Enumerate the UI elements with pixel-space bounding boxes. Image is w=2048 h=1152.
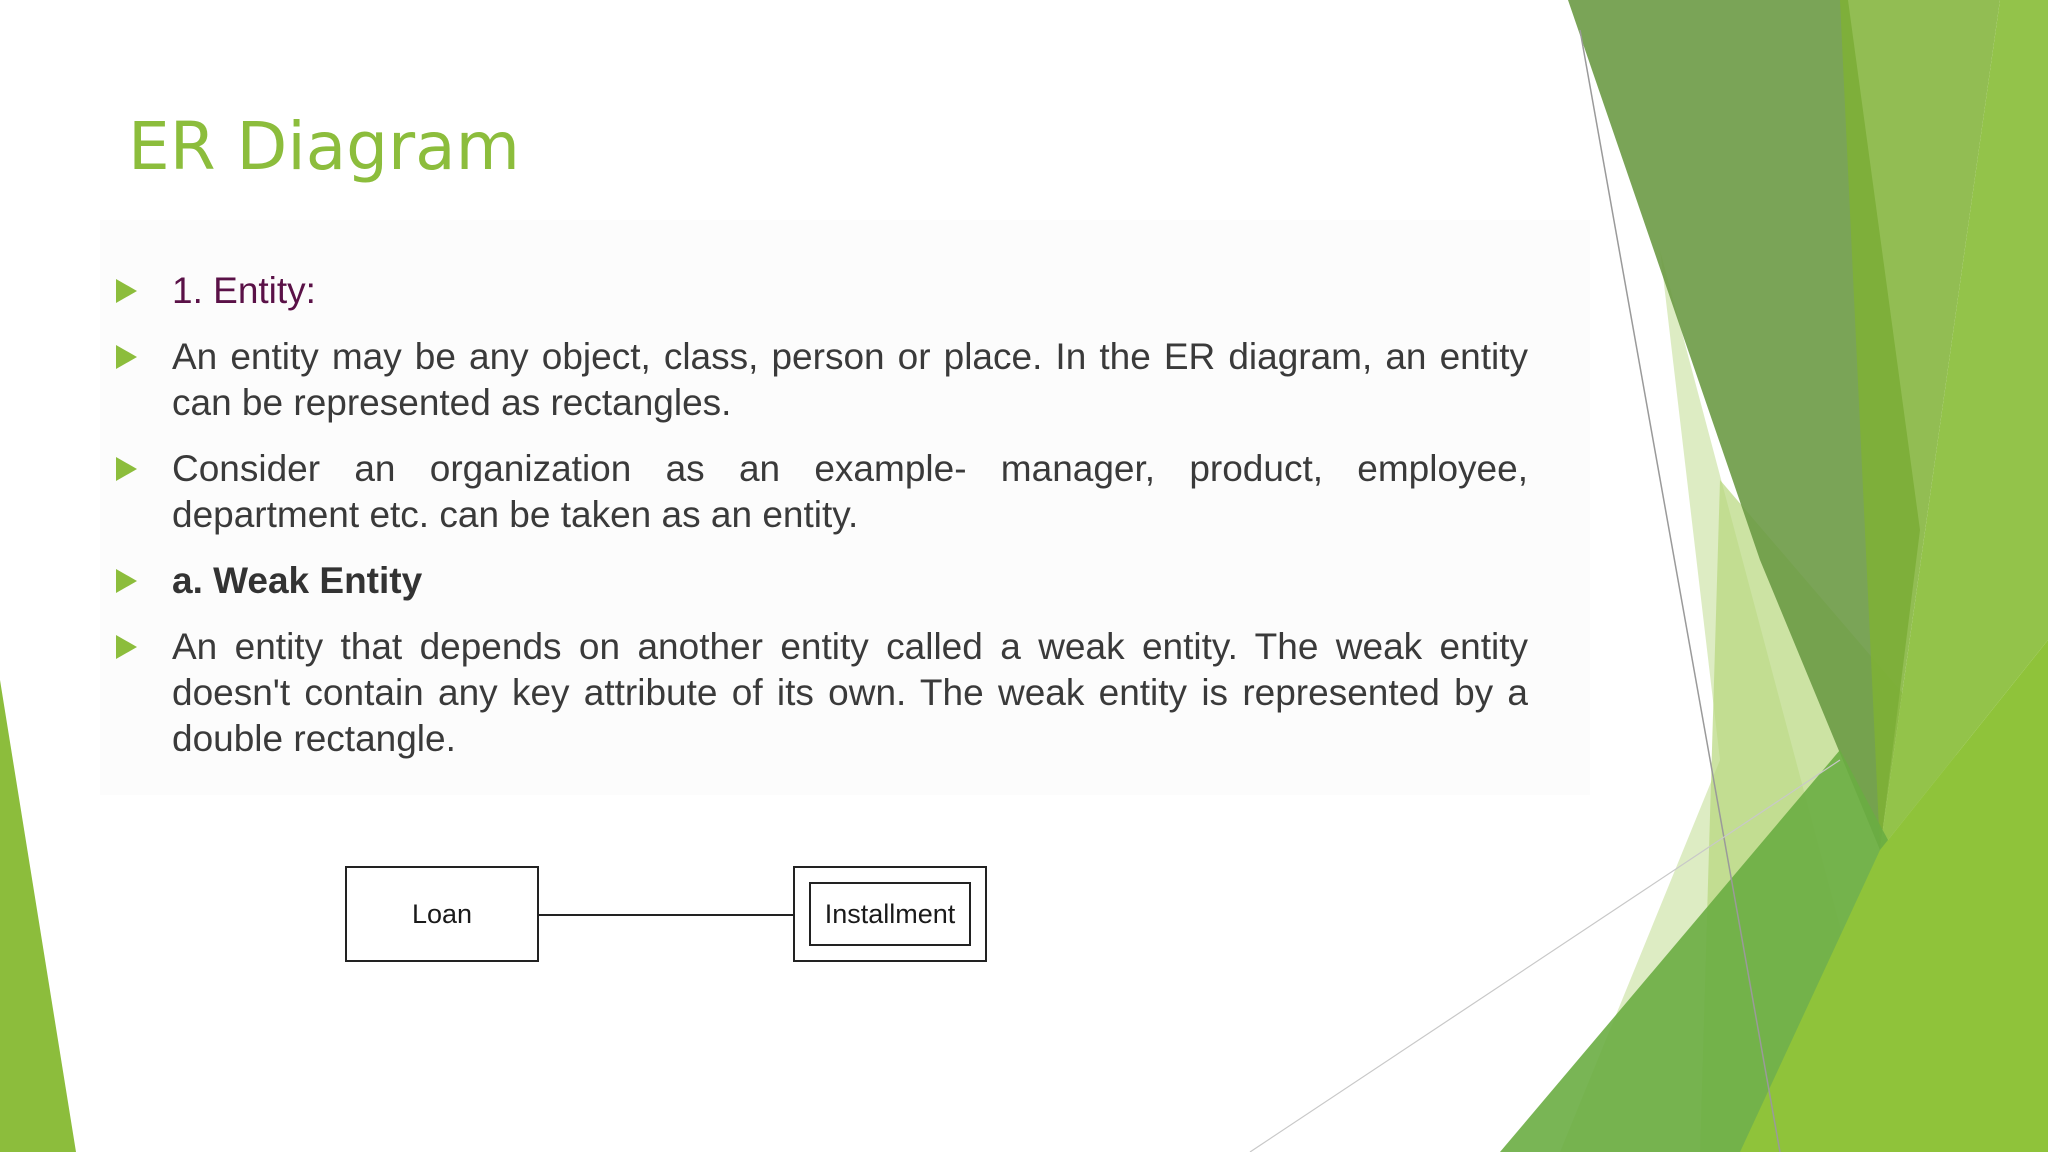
bullet-entity-heading xyxy=(116,268,1528,314)
bullet-text: An entity that depends on another entity called a weak entity. The weak entity doesn't contain any key attribute of its own. The weak entity is represented by a double rectangle. xyxy=(172,626,1528,759)
bullet-weak-entity-heading xyxy=(116,558,1528,604)
bullet-text: Consider an organization as an example- manager, product, employee, department etc. can be taken as an entity. xyxy=(172,448,1528,535)
triangle-right-icon xyxy=(116,345,137,369)
bullet-weak-entity-definition xyxy=(116,624,1528,762)
triangle-right-icon xyxy=(116,279,137,303)
triangle-right-icon xyxy=(116,569,137,593)
slide-title: ER Diagram xyxy=(128,108,520,185)
weak-entity-inner-rectangle xyxy=(809,882,971,946)
weak-entity-box-installment xyxy=(793,866,987,962)
bullet-text: 1. Entity: xyxy=(172,270,316,311)
entity-label: Installment xyxy=(824,898,956,929)
bullet-text: An entity may be any object, class, person or place. In the ER diagram, an entity can be represented as rectangles. xyxy=(172,336,1528,423)
bullet-text: a. Weak Entity xyxy=(172,560,423,601)
bullet-list xyxy=(116,268,1528,782)
triangle-right-icon xyxy=(116,635,137,659)
relationship-line xyxy=(538,914,794,916)
entity-box-loan xyxy=(345,866,539,962)
bullet-entity-definition xyxy=(116,334,1528,426)
entity-label: Loan xyxy=(411,898,473,929)
left-edge-stripe xyxy=(0,680,76,1152)
triangle-right-icon xyxy=(116,457,137,481)
bullet-entity-example xyxy=(116,446,1528,538)
